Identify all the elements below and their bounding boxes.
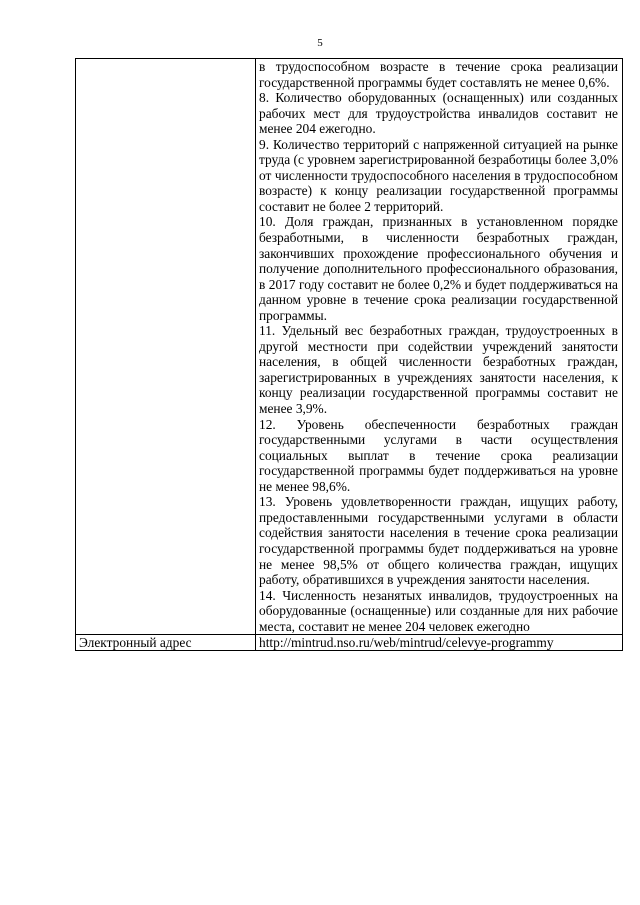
- email-value-cell: [256, 635, 623, 651]
- indicators-row: [76, 59, 623, 635]
- indicator-paragraph: 13. Уровень удовлетворенности граждан, ищущих работу, предоставленными государственными услугами в области содействия занятости населения в течение срока реализации государственной программы будет поддерживаться на уровне не менее 98,5% от общего количества граждан, ищущих работу, обратившихся в учреждения занятости населения.: [259, 494, 618, 588]
- indicator-paragraph: 14. Численность незанятых инвалидов, трудоустроенных на оборудованные (оснащенные) или созданные для них рабочие места, составит не менее 204 человек ежегодно: [259, 587, 618, 634]
- email-label-cell: [76, 635, 256, 651]
- indicators-value-cell: [256, 59, 623, 635]
- indicator-paragraph: 11. Удельный вес безработных граждан, трудоустроенных в другой местности при содействии учреждений занятости населения, в общей численности безработных граждан, зарегистрированных в учреждениях занятости населения, к концу реализации государственной программы составит не менее 3,9%.: [259, 323, 618, 417]
- indicator-paragraph: 10. Доля граждан, признанных в установленном порядке безработными, в численности безработных граждан, закончивших прохождение профессионального обучения и получение дополнительного профессионального образования, в 2017 году составит не более 0,2% и будет поддерживаться на данном уровне в течение срока реализации государственной программы.: [259, 214, 618, 323]
- indicator-paragraph: 9. Количество территорий с напряженной ситуацией на рынке труда (с уровнем зарегистрированной безработицы более 3,0% от численности трудоспособного населения в трудоспособном возрасте) к концу реализации государственной программы составит не более 2 территорий.: [259, 136, 618, 214]
- email-row: [76, 635, 623, 651]
- indicators-label-cell: [76, 59, 256, 635]
- indicator-paragraph: в трудоспособном возрасте в течение срока реализации государственной программы будет составлять не менее 0,6%.: [259, 59, 618, 90]
- email-label: Электронный адрес: [79, 635, 192, 651]
- program-passport-table: [75, 58, 623, 651]
- indicator-paragraph: 8. Количество оборудованных (оснащенных) или созданных рабочих мест для трудоустройства инвалидов составит не менее 204 ежегодно.: [259, 90, 618, 137]
- indicator-paragraph: 12. Уровень обеспеченности безработных граждан государственными услугами в части осуществления социальных выплат в течение срока реализации государственной программы будет поддерживаться на уровне не менее 98,6%.: [259, 416, 618, 494]
- page-number: 5: [317, 37, 323, 49]
- program-url-link[interactable]: http://mintrud.nso.ru/web/mintrud/celevye-programmy: [259, 635, 554, 651]
